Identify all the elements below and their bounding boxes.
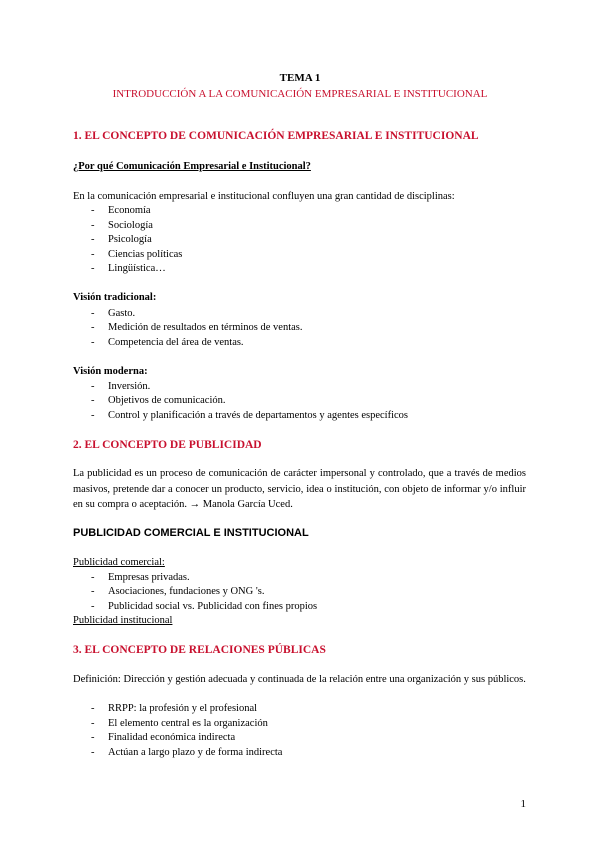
list-item: Sociología	[108, 220, 153, 231]
list-dash: -	[91, 205, 95, 216]
list-dash: -	[91, 308, 95, 319]
document-subtitle: INTRODUCCIÓN A LA COMUNICACIÓN EMPRESARIAL E INSTITUCIONAL	[112, 88, 488, 100]
document-title: TEMA 1	[279, 72, 321, 84]
list-item: Asociaciones, fundaciones y ONG 's.	[108, 586, 265, 597]
list-item: Psicología	[108, 234, 152, 245]
section-1-intro: En la comunicación empresarial e institucional confluyen una gran cantidad de disciplinas:	[73, 191, 455, 202]
list-dash: -	[91, 220, 95, 231]
list-dash: -	[91, 337, 95, 348]
list-item: Economía	[108, 205, 151, 216]
list-dash: -	[91, 703, 95, 714]
list-item: Ciencias políticas	[108, 249, 183, 260]
list-dash: -	[91, 586, 95, 597]
list-item: El elemento central es la organización	[108, 718, 268, 729]
list-item: Objetivos de comunicación.	[108, 395, 226, 406]
advertising-subheading: PUBLICIDAD COMERCIAL E INSTITUCIONAL	[73, 527, 309, 539]
list-dash: -	[91, 410, 95, 421]
advertising-definition: La publicidad es un proceso de comunicación de carácter impersonal y controlado, que a través de medios masivos, pretende dar a conocer un producto, servicio, idea o institución, con objeto de informar y/o influir en su compra o aceptación. → Manola García Uced.	[73, 468, 526, 510]
list-dash: -	[91, 381, 95, 392]
list-item: Actúan a largo plazo y de forma indirecta	[108, 747, 283, 758]
list-item: Medición de resultados en términos de ventas.	[108, 322, 303, 333]
traditional-view-label: Visión tradicional:	[73, 292, 157, 303]
list-item: RRPP: la profesión y el profesional	[108, 703, 258, 714]
list-item: Publicidad social vs. Publicidad con fines propios	[108, 601, 318, 612]
page-number: 1	[520, 798, 526, 810]
institutional-advertising-label: Publicidad institucional	[73, 615, 173, 626]
list-item: Inversión.	[108, 381, 151, 392]
list-item: Finalidad económica indirecta	[108, 732, 236, 743]
list-item: Control y planificación a través de departamentos y agentes específicos	[108, 410, 409, 421]
pr-definition: Definición: Dirección y gestión adecuada y continuada de la relación entre una organización y sus públicos.	[73, 674, 526, 685]
list-dash: -	[91, 732, 95, 743]
modern-view-label: Visión moderna:	[73, 366, 148, 377]
list-dash: -	[91, 718, 95, 729]
list-dash: -	[91, 395, 95, 406]
list-dash: -	[91, 249, 95, 260]
list-dash: -	[91, 747, 95, 758]
list-dash: -	[91, 601, 95, 612]
list-dash: -	[91, 572, 95, 583]
section-2-heading: 2. EL CONCEPTO DE PUBLICIDAD	[73, 439, 262, 451]
section-3-heading: 3. EL CONCEPTO DE RELACIONES PÚBLICAS	[73, 644, 326, 656]
list-dash: -	[91, 322, 95, 333]
list-item: Gasto.	[108, 308, 136, 319]
section-1-question: ¿Por qué Comunicación Empresarial e Institucional?	[73, 161, 311, 172]
list-dash: -	[91, 263, 95, 274]
commercial-advertising-label: Publicidad comercial:	[73, 557, 165, 568]
list-dash: -	[91, 234, 95, 245]
section-1-heading: 1. EL CONCEPTO DE COMUNICACIÓN EMPRESARIAL E INSTITUCIONAL	[73, 130, 479, 142]
list-item: Competencia del área de ventas.	[108, 337, 244, 348]
list-item: Empresas privadas.	[108, 572, 190, 583]
list-item: Lingüística…	[108, 263, 166, 274]
